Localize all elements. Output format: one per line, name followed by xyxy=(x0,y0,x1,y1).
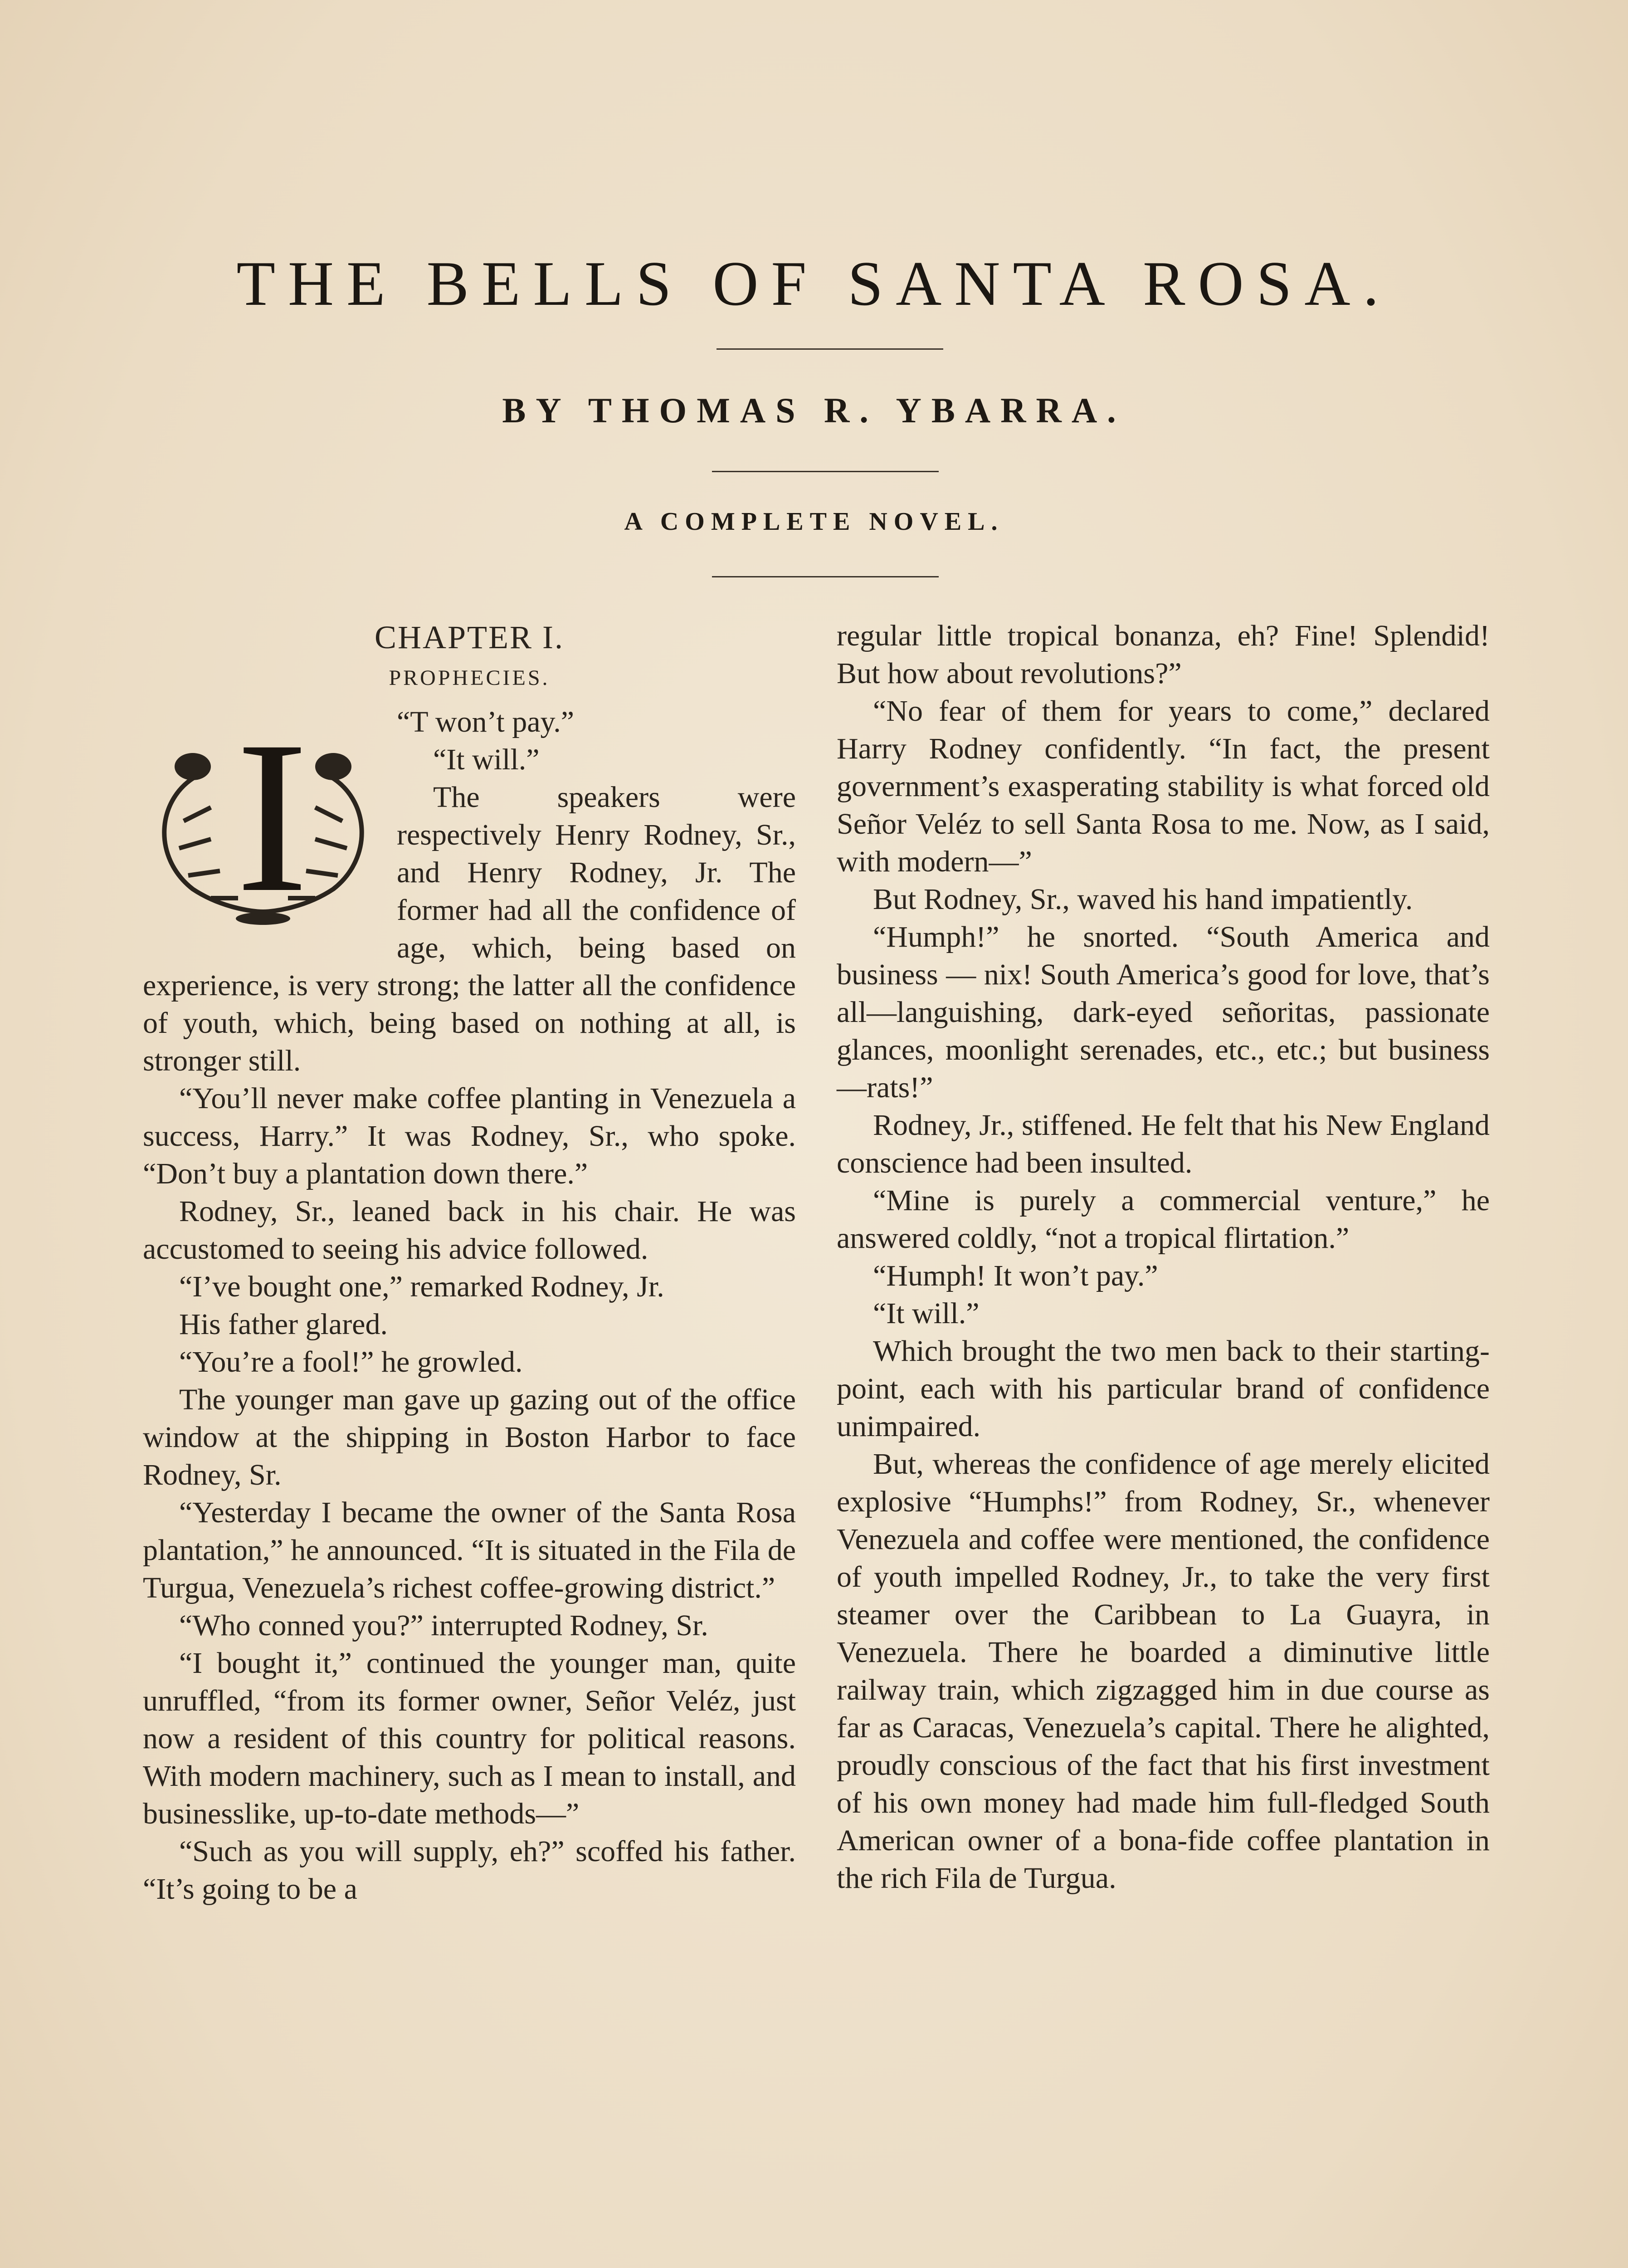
paragraph: “I bought it,” continued the younger man, quite unruffled, “from its former owner, Señor Veléz, just now a resident of this country for political reasons. With modern machinery, such as I mean to install, and businesslike, up-to-date methods—” xyxy=(143,1647,796,1830)
title-divider xyxy=(717,348,943,350)
chapter-heading: CHAPTER I. xyxy=(374,619,565,655)
paragraph: “Yesterday I became the owner of the Santa Rosa plantation,” he announced. “It is situated in the Fila de Turgua, Venezuela’s richest coffee-growing district.” xyxy=(143,1496,796,1604)
author-byline: BY THOMAS R. YBARRA. xyxy=(502,391,1126,430)
byline-divider xyxy=(712,471,939,472)
paragraph: “Humph! It won’t pay.” xyxy=(873,1259,1158,1292)
novel-subtitle: A COMPLETE NOVEL. xyxy=(624,508,1004,536)
left-column xyxy=(143,617,796,1908)
paragraph: Which brought the two men back to their starting-point, each with his particular brand of confidence unimpaired. xyxy=(837,1334,1490,1443)
paragraph: The speakers were respectively Henry Rodney, Sr., and Henry Rodney, Jr. The former had all the confidence of age, which, being based on experience, is very strong; the latter all the confidence of youth, which, being based on nothing at all, is stronger still. xyxy=(143,781,796,1077)
paragraph: “Mine is purely a commercial venture,” he answered coldly, “not a tropical flirtation.” xyxy=(837,1184,1490,1255)
subtitle-divider xyxy=(712,576,939,577)
paragraph: But, whereas the confidence of age merely elicited explosive “Humphs!” from Rodney, Sr., whenever Venezuela and coffee were mentioned, the confidence of youth impelled Rodney, Jr., to take the very first steamer over the Caribbean to La Guayra, in Venezuela. There he boarded a diminutive little railway train, which zigzagged him in due course as far as Caracas, Venezuela’s capital. There he alighted, proudly conscious of the fact that his first investment of his own money had made him full-fledged South American owner of a bona-fide coffee plantation in the rich Fila de Turgua. xyxy=(837,1447,1490,1895)
dropcap-letter: I xyxy=(236,696,308,937)
paragraph: “You’re a fool!” he growled. xyxy=(179,1345,523,1378)
paragraph: “Who conned you?” interrupted Rodney, Sr. xyxy=(179,1609,708,1642)
paragraph: But Rodney, Sr., waved his hand impatiently. xyxy=(873,883,1413,916)
story-title: THE BELLS OF SANTA ROSA. xyxy=(236,249,1392,319)
paragraph: “No fear of them for years to come,” declared Harry Rodney confidently. “In fact, the present government’s exasperating stability is what forced old Señor Veléz to sell Santa Rosa to me. Now, as I said, with modern—” xyxy=(837,694,1490,878)
paragraph: “Humph!” he snorted. “South America and business — nix! South America’s good for love, that’s all—languishing, dark-eyed señoritas, passionate glances, moonlight serenades, etc., etc.; but business—rats!” xyxy=(837,920,1490,1104)
chapter-subheading: PROPHECIES. xyxy=(389,666,550,690)
paragraph: “It will.” xyxy=(873,1297,980,1330)
opening-line: “T won’t pay.” xyxy=(397,705,575,738)
paragraph: “Such as you will supply, eh?” scoffed his father. “It’s going to be a xyxy=(143,1835,796,1906)
paragraph: The younger man gave up gazing out of the office window at the shipping in Boston Harbor to face Rodney, Sr. xyxy=(143,1383,796,1491)
ornamental-dropcap xyxy=(143,696,383,937)
paragraph: “I’ve bought one,” remarked Rodney, Jr. xyxy=(179,1270,664,1303)
paragraph: “You’ll never make coffee planting in Venezuela a success, Harry.” It was Rodney, Sr., who spoke. “Don’t buy a plantation down there.” xyxy=(143,1082,796,1190)
paragraph: Rodney, Jr., stiffened. He felt that his New England conscience had been insulted. xyxy=(837,1109,1490,1179)
paragraph: His father glared. xyxy=(179,1308,388,1341)
continued-paragraph: regular little tropical bonanza, eh? Fine! Splendid! But how about revolutions?” xyxy=(837,619,1490,690)
paragraph: Rodney, Sr., leaned back in his chair. He was accustomed to seeing his advice followed. xyxy=(143,1195,796,1266)
paragraph: “It will.” xyxy=(433,743,540,776)
right-column xyxy=(837,617,1490,1897)
